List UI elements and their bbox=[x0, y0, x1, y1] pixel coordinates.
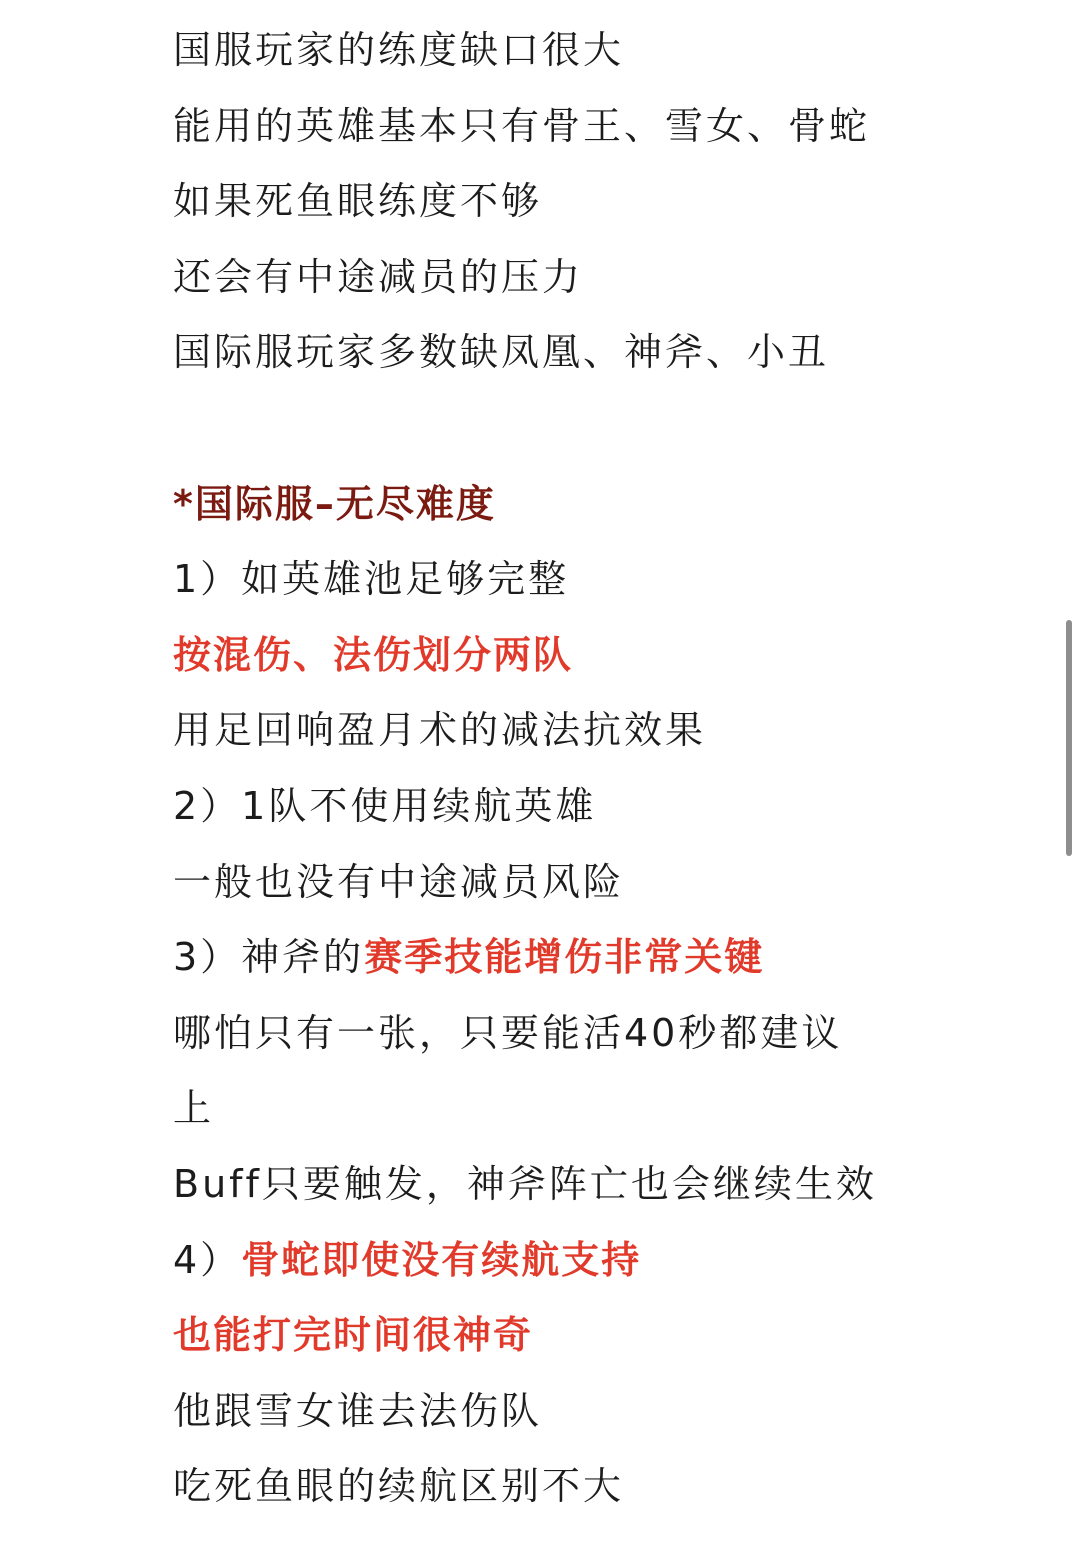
item-1-line-1: 1）如英雄池足够完整 bbox=[173, 557, 570, 602]
item-4-line-1 bbox=[173, 1223, 1033, 1299]
item-2-line-1: 2）1队不使用续航英雄 bbox=[173, 783, 597, 828]
item-1-highlight: 按混伤、法伤划分两队 bbox=[173, 632, 574, 677]
item-4-line-3: 他跟雪女谁去法伤队 bbox=[173, 1388, 543, 1433]
item-4-highlight-2: 也能打完时间很神奇 bbox=[173, 1313, 534, 1358]
item-4-line-4: 吃死鱼眼的续航区别不大 bbox=[173, 1464, 625, 1509]
item-3-highlight: 赛季技能增伤非常关键 bbox=[364, 935, 765, 980]
text-line: 还会有中途减员的压力 bbox=[173, 254, 584, 299]
item-3-line-3: 上 bbox=[173, 1086, 215, 1131]
text-line: 如果死鱼眼练度不够 bbox=[173, 179, 543, 224]
item-3-prefix: 3）神斧的 bbox=[173, 935, 365, 980]
item-4-prefix: 4） bbox=[173, 1237, 242, 1282]
item-3-line-2: 哪怕只有一张，只要能活40秒都建议 bbox=[173, 1010, 843, 1055]
item-3-line-1 bbox=[173, 920, 1033, 996]
item-3-line-4: Buff只要触发，神斧阵亡也会继续生效 bbox=[173, 1161, 877, 1206]
item-1-line-3: 用足回响盈月术的减法抗效果 bbox=[173, 708, 707, 753]
article-body bbox=[173, 13, 1033, 1525]
scrollbar-thumb[interactable] bbox=[1066, 620, 1072, 856]
text-line: 能用的英雄基本只有骨王、雪女、骨蛇 bbox=[173, 103, 871, 148]
text-line: 国际服玩家多数缺凤凰、神斧、小丑 bbox=[173, 330, 830, 375]
item-4-highlight: 骨蛇即使没有续航支持 bbox=[241, 1237, 642, 1282]
paragraph-spacer bbox=[173, 391, 1033, 467]
section-heading: *国际服–无尽难度 bbox=[173, 481, 496, 526]
item-2-line-2: 一般也没有中途减员风险 bbox=[173, 859, 625, 904]
text-line: 国服玩家的练度缺口很大 bbox=[173, 28, 625, 72]
